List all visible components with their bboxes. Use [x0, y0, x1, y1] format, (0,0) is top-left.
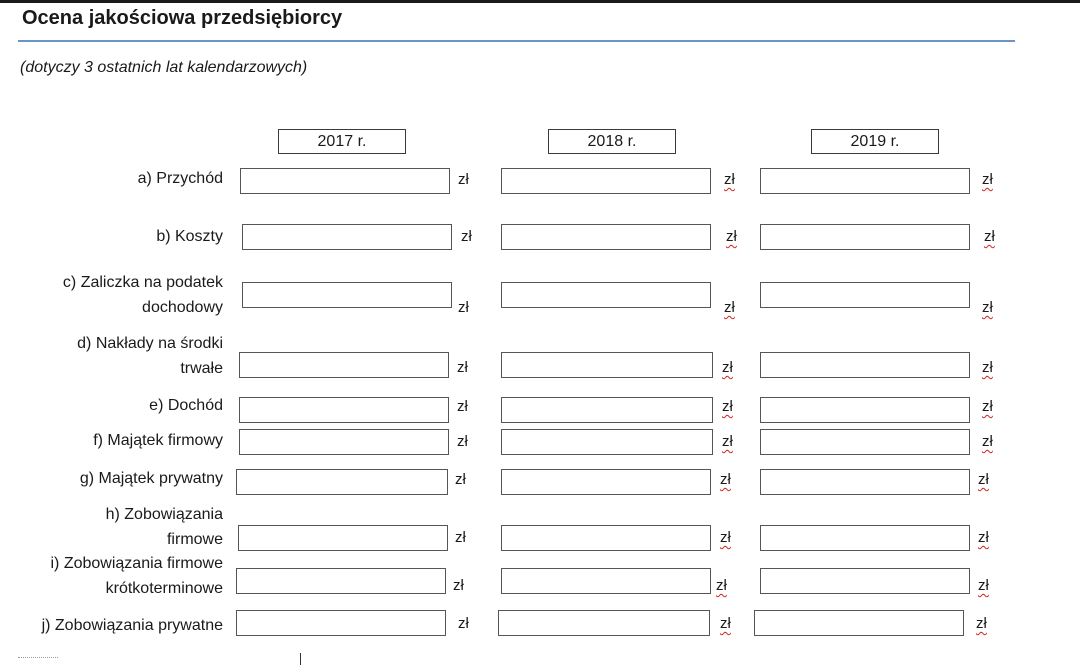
currency-unit: zł: [455, 471, 466, 488]
amount-field-2018[interactable]: [501, 525, 711, 551]
amount-field-2018[interactable]: [501, 282, 711, 308]
amount-field-2018[interactable]: [501, 352, 713, 378]
row-label-line: trwałe: [180, 360, 223, 377]
row-label-line: i) Zobowiązania firmowe: [50, 555, 223, 572]
amount-field-2018[interactable]: [501, 568, 711, 594]
amount-field-2017[interactable]: [238, 525, 448, 551]
row-label-line: krótkoterminowe: [105, 580, 223, 597]
row-label: [149, 393, 223, 418]
row-label-line: h) Zobowiązania: [105, 506, 223, 523]
currency-unit: zł: [982, 359, 993, 376]
amount-field-2017[interactable]: [236, 469, 448, 495]
amount-field-2019[interactable]: [760, 397, 970, 423]
currency-unit: zł: [457, 433, 468, 450]
row-label: [106, 502, 223, 552]
currency-unit: zł: [984, 228, 995, 245]
amount-field-2019[interactable]: [760, 525, 970, 551]
currency-unit: zł: [724, 171, 735, 188]
row-label-line: firmowe: [166, 531, 223, 548]
title-underline: [18, 40, 1015, 42]
row-label: [93, 428, 223, 453]
amount-field-2018[interactable]: [501, 397, 713, 423]
amount-field-2019[interactable]: [760, 568, 970, 594]
currency-unit: zł: [982, 299, 993, 316]
currency-unit: zł: [720, 615, 731, 632]
amount-field-2019[interactable]: [760, 282, 970, 308]
amount-field-2017[interactable]: [239, 352, 449, 378]
currency-unit: zł: [982, 398, 993, 415]
row-label-line: c) Zaliczka na podatek: [62, 274, 223, 291]
row-label-line: a) Przychód: [137, 170, 223, 187]
row-label: [63, 270, 223, 320]
currency-unit: zł: [720, 529, 731, 546]
amount-field-2017[interactable]: [242, 224, 452, 250]
currency-unit: zł: [722, 359, 733, 376]
cursor-mark: [300, 653, 301, 665]
row-label-line: j) Zobowiązania prywatne: [41, 617, 223, 634]
amount-field-2018[interactable]: [501, 469, 711, 495]
currency-unit: zł: [716, 577, 727, 594]
amount-field-2017[interactable]: [239, 429, 449, 455]
amount-field-2017[interactable]: [236, 610, 446, 636]
currency-unit: zł: [453, 577, 464, 594]
currency-unit: zł: [724, 299, 735, 316]
amount-field-2019[interactable]: [760, 429, 970, 455]
currency-unit: zł: [982, 171, 993, 188]
year-header-2018: 2018 r.: [548, 129, 676, 154]
currency-unit: zł: [722, 398, 733, 415]
currency-unit: zł: [982, 433, 993, 450]
row-label-line: e) Dochód: [149, 397, 223, 414]
year-header-2019: 2019 r.: [811, 129, 939, 154]
amount-field-2017[interactable]: [236, 568, 446, 594]
row-label-line: dochodowy: [142, 299, 223, 316]
row-label: [80, 466, 223, 491]
row-label-line: g) Majątek prywatny: [79, 470, 223, 487]
top-border: [0, 0, 1080, 3]
row-label: [156, 224, 223, 249]
amount-field-2019[interactable]: [760, 224, 970, 250]
currency-unit: zł: [720, 471, 731, 488]
row-label: [42, 613, 223, 638]
section-subtitle: (dotyczy 3 ostatnich lat kalendarzowych): [20, 59, 308, 76]
year-header-2017: 2017 r.: [278, 129, 406, 154]
amount-field-2017[interactable]: [239, 397, 449, 423]
currency-unit: zł: [458, 171, 469, 188]
amount-field-2018[interactable]: [501, 168, 711, 194]
row-label: [77, 331, 223, 381]
section-title: Ocena jakościowa przedsiębiorcy: [22, 7, 343, 29]
currency-unit: zł: [722, 433, 733, 450]
currency-unit: zł: [978, 471, 989, 488]
currency-unit: zł: [458, 615, 469, 632]
currency-unit: zł: [457, 359, 468, 376]
currency-unit: zł: [461, 228, 472, 245]
amount-field-2019[interactable]: [754, 610, 964, 636]
currency-unit: zł: [457, 398, 468, 415]
currency-unit: zł: [455, 529, 466, 546]
amount-field-2017[interactable]: [240, 168, 450, 194]
amount-field-2019[interactable]: [760, 352, 970, 378]
currency-unit: zł: [978, 529, 989, 546]
amount-field-2018[interactable]: [501, 224, 711, 250]
amount-field-2019[interactable]: [760, 469, 970, 495]
amount-field-2019[interactable]: [760, 168, 970, 194]
currency-unit: zł: [726, 228, 737, 245]
row-label: [138, 166, 223, 191]
row-label-line: b) Koszty: [156, 228, 223, 245]
currency-unit: zł: [978, 577, 989, 594]
row-label: [50, 551, 223, 601]
amount-field-2018[interactable]: [498, 610, 710, 636]
currency-unit: zł: [976, 615, 987, 632]
amount-field-2017[interactable]: [242, 282, 452, 308]
row-label-line: f) Majątek firmowy: [93, 432, 223, 449]
currency-unit: zł: [458, 299, 469, 316]
row-label-line: d) Nakłady na środki: [77, 335, 223, 352]
amount-field-2018[interactable]: [501, 429, 713, 455]
